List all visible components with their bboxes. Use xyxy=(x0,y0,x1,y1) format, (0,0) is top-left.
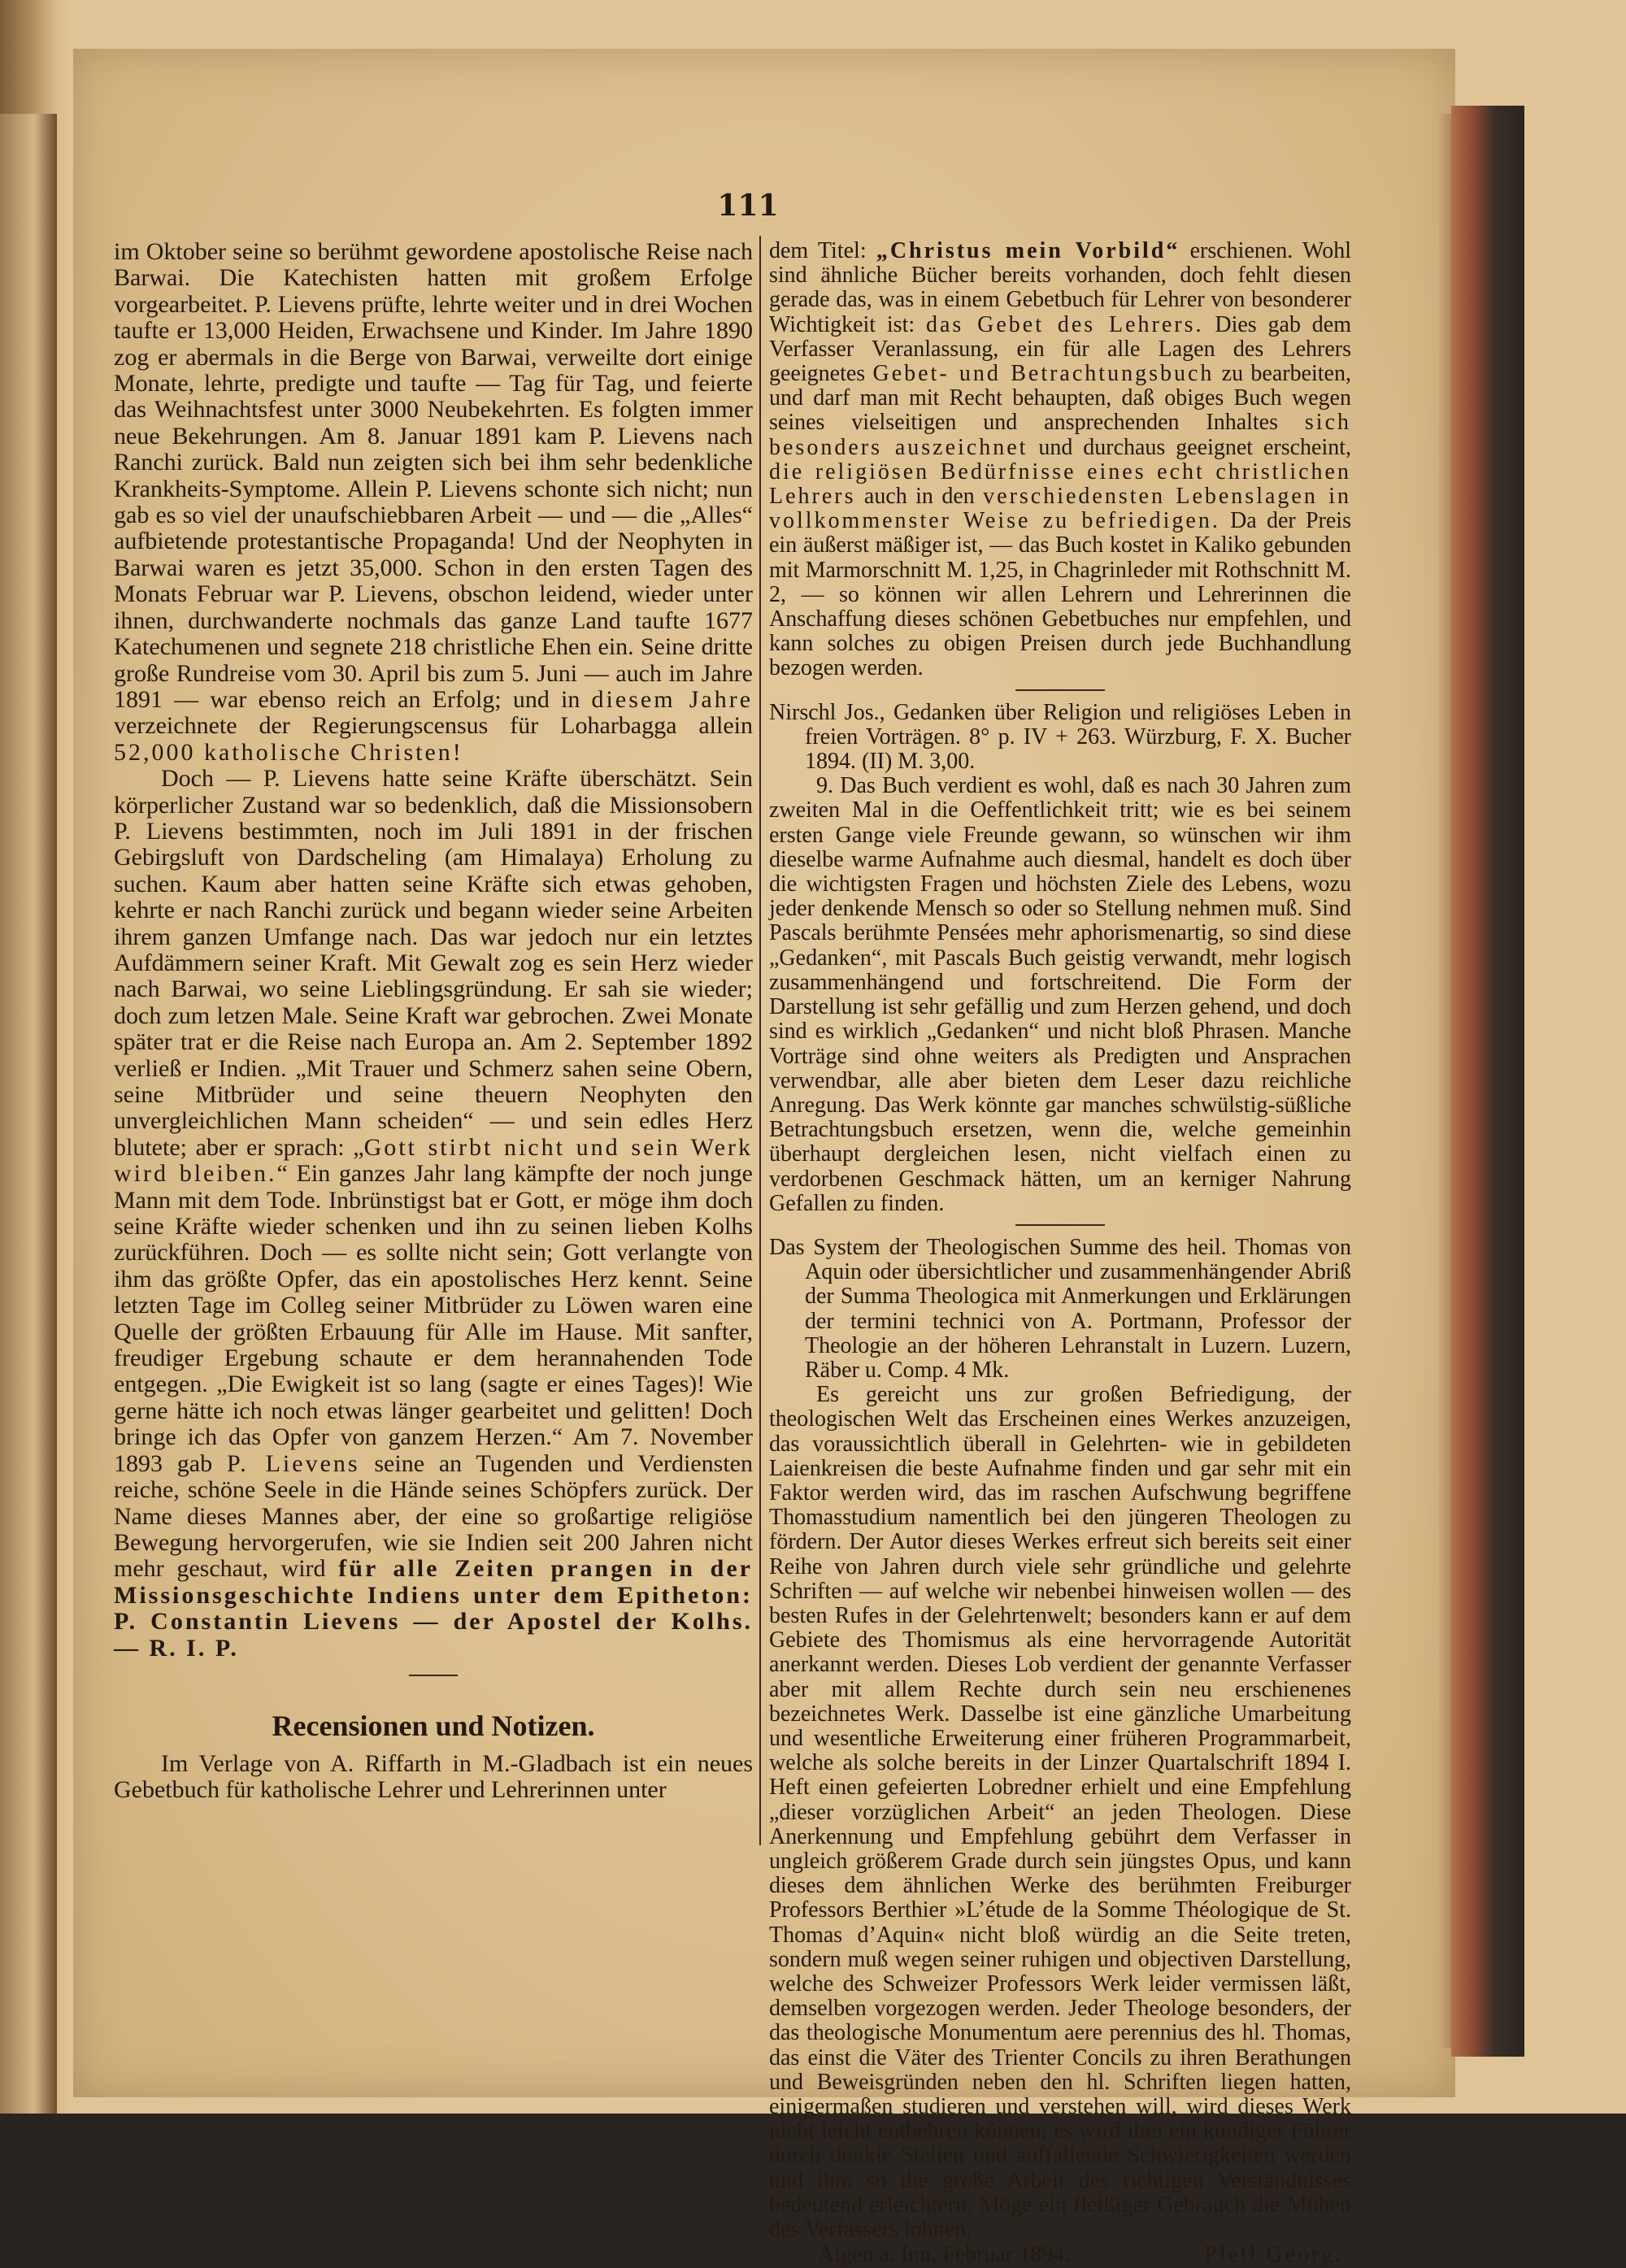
section-rule xyxy=(1015,1224,1105,1226)
article-paragraph-1: im Oktober seine so berühmt gewordene apostolische Reise nach Barwai. Die Katechisten hatten mit großem Erfolge vorgearbeitet. P. Lievens prüfte, lehrte weiter und in drei Wochen taufte er 13,000 Heiden, Erwachsene und Kinder. Im Jahre 1890 zog er abermals in die Berge von Barwai, verweilte dort einige Monate, lehrte, predigte und taufte — Tag für Tag, und feierte das Weihnachtsfest unter 3000 Neubekehrten. Es folgten immer neue Bekehrungen. Am 8. Januar 1891 kam P. Lievens nach Ranchi zurück. Bald nun zeigten sich bei ihm sehr bedenkliche Krankheits-Symptome. Allein P. Lievens schonte sich nicht; nun gab es so viel der unaufschiebbaren Arbeit — und — die „Alles“ aufbietende protestantische Propaganda! Und der Neophyten in Barwai waren es jetzt 35,000. Schon in den ersten Tagen des Monats Februar war P. Lievens, obschon leidend, wieder unter ihnen, durchwanderte nochmals das ganze Land taufte 1677 Katechumenen und segnete 218 christliche Ehen ein. Seine dritte große Rundreise vom 30. April bis zum 5. Juni — auch im Jahre 1891 — war ebenso reich an Erfolg; und in diesem Jahre verzeichnete der Regierungscensus für Loharbagga allein 52,000 katholische Christen! xyxy=(114,238,754,766)
emphasis-text: Gebet- und Betrachtungsbuch xyxy=(872,361,1215,387)
book-entry-nirschl: Nirschl Jos., Gedanken über Religion und religiöses Leben in freien Vorträgen. 8° p. IV + 263. Würzburg, F. X. Bucher 1894. (II) M. 3,00. xyxy=(769,699,1351,775)
right-column xyxy=(769,239,1351,2268)
book-cover-edge xyxy=(1451,106,1524,2057)
article-paragraph-3: Im Verlage von A. Riffarth in M.-Gladbach ist ein neues Gebetbuch für katholische Lehrer und Lehrerinnen unter xyxy=(114,1749,753,1804)
emphasis-text: das Gebet des Lehrers. xyxy=(925,311,1204,337)
signature-place-date: Aigen a. Inn, Februar 1894. xyxy=(818,2242,1071,2268)
emphasis-text: die religiösen Bedürfnisse eines echt christlichen Lehrers xyxy=(769,458,1351,510)
emphasis-text: P. Lievens xyxy=(226,1449,360,1477)
emphasis-text: verschiedensten Lebenslagen in vollkommenster Weise zu befriedigen. xyxy=(769,484,1352,534)
review-paragraph-1: dem Titel: „Christus mein Vorbild“ erschienen. Wohl sind ähnliche Bücher bereits vorhanden, doch fehlt diesen gerade das, was in einem Gebetbuch für Lehrer von besonderer Wichtigkeit ist: das Gebet des Lehrers. Dies gab dem Verfasser Veranlassung, ein für alle Lagen des Lehrers geeignetes Gebet- und Betrachtungsbuch zu bearbeiten, und darf man mit Recht behaupten, daß obiges Buch wegen seines vielseitigen und ansprechenden Inhaltes sich besonders auszeichnet und durchaus geeignet erscheint, die religiösen Bedürfnisse eines echt christlichen Lehrers auch in den verschiedensten Lebenslagen in vollkommenster Weise zu befriedigen. Da der Preis ein äußerst mäßiger ist, — das Buch kostet in Kaliko gebunden mit Marmorschnitt M. 1,25, in Chagrinleder mit Rothschnitt M. 2, — so können wir allen Lehrern und Lehrerinnen die Anschaffung dieses schönen Gebetbuches nur empfehlen, und kann solches zu obigen Preisen durch jede Buchhandlung bezogen werden. xyxy=(769,238,1352,681)
column-divider xyxy=(759,236,761,1845)
review-paragraph-2: 9. Das Buch verdient es wohl, daß es nach 30 Jahren zum zweiten Mal in die Oeffentlichkeit tritt; wie es bei seinem ersten Gange viele Freunde gewann, so wünschen wir ihm dieselbe warme Aufnahme auch diesmal, handelt es doch über die wichtigsten Fragen und höchsten Ziele des Lebens, wozu jeder denkende Mensch so oder so Stellung nehmen muß. Sind Pascals berühmte Pensées mehr aphorismenartig, so sind diese „Gedanken“, mit Pascals Buch geistig verwandt, mehr logisch zusammenhängend und fortschreitend. Die Form der Darstellung ist sehr gefällig und zum Herzen gehend, und doch sind es wirklich „Gedanken“ und nicht bloß Phrasen. Manche Vorträge sind ohne weiters als Predigten und Ansprachen verwendbar, alle aber bieten dem Leser dazu reichliche Anregung. Das Werk könnte gar manches schwülstig-süßliche Betrachtungsbuch ersetzen, wenn die, welche gemeinhin überhaupt dergleichen lesen, nicht vielfach einen zu verdorbenen Geschmack hätten, um an kerniger Nahrung Gefallen zu finden. xyxy=(769,773,1351,1216)
section-rule xyxy=(1015,689,1105,691)
emphasis-text: für alle Zeiten prangen in der Missionsgeschichte Indiens unter dem Epitheton: P. Constantin Lievens — der Apostel der Kolhs. — R. I. P. xyxy=(114,1555,753,1662)
page-number: 111 xyxy=(717,189,779,223)
emphasis-text: diesem Jahre xyxy=(591,685,754,713)
section-heading: Recensionen und Notizen. xyxy=(272,1709,595,1742)
section-rule xyxy=(409,1675,458,1676)
previous-page-edge xyxy=(0,114,57,2114)
book-entry-portmann: Das System der Theologischen Summe des heil. Thomas von Aquin oder übersichtlicher und zusammenhängender Abriß der Summa Theologica mit Anmerkungen und Erklärungen der termini technici von A. Portmann, Professor der Theologie an der höheren Lehranstalt in Luzern. Luzern, Räber u. Comp. 4 Mk. xyxy=(769,1234,1351,1383)
emphasis-text: Gott stirbt nicht und sein Werk wird bleiben. xyxy=(114,1133,754,1188)
book-title-text: „Christus mein Vorbild“ xyxy=(876,238,1180,263)
left-column xyxy=(114,239,753,1804)
review-signature xyxy=(769,2242,1351,2268)
emphasis-text: 52,000 katholische Christen! xyxy=(114,738,463,766)
review-paragraph-3: Es gereicht uns zur großen Befriedigung, der theologischen Welt das Erscheinen eines Werkes anzuzeigen, das voraussichtlich überall in Gelehrten- wie in gebildeten Laienkreisen die beste Aufnahme finden und gar sehr mit ein Faktor werden wird, das im raschen Aufschwung begriffene Thomasstudium namentlich bei den jüngeren Theologen zu fördern. Der Autor dieses Werkes erfreut sich bereits seit einer Reihe von Jahren durch viele sehr gründliche und gelehrte Schriften — auf welche wir nebenbei hinweisen wollen — des besten Rufes in der Gelehrtenwelt; besonders kann er auf dem Gebiete des Thomismus als eine hervorragende Autorität anerkannt werden. Dieses Lob verdient der genannte Verfasser aber mit allem Rechte durch sein neu erschienenes bezeichnetes Werk. Dasselbe ist eine gänzliche Umarbeitung und wesentliche Erweiterung einer früheren Programmarbeit, welche als solche bereits in der Linzer Quartalschrift 1894 I. Heft einen gefeierten Lobredner erhielt und eine Empfehlung „dieser vorzüglichen Arbeit“ an jeden Theologen. Diese Anerkennung und Empfehlung gebührt dem Verfasser in ungleich größerem Grade durch sein jüngstes Opus, und kann dieses dem ähnlichen Werke des berühmten Freiburger Professors Berthier »L’étude de la Somme Théologique de St. Thomas d’Aquin« nicht bloß würdig an die Seite treten, sondern muß wegen seiner ruhigen und objectiven Darstellung, welche des Schweizer Professors Werk leider vermissen läßt, demselben vorgezogen werden. Jeder Theologe besonders, der das theologische Monumentum aere perennius des hl. Thomas, das einst die Väter des Trienter Concils zu ihren Berathungen und Beweisgründen neben den hl. Schriften liegen hatten, einigermaßen studieren und verstehen will, wird dieses Werk nicht leicht entbehren können; es wird ihm ein kundiger Führer durch dunkle Stellen und auffallende Schwierigkeiten werden und ihm so die große Arbeit des richtigen Verständnisses bedeutend erleichtern. Möge ein fleißiger Gebrauch die Mühen des Verfassers lohnen. xyxy=(769,1382,1351,2243)
article-paragraph-2: Doch — P. Lievens hatte seine Kräfte überschätzt. Sein körperlicher Zustand war so bedenklich, daß die Missionsobern P. Lievens bestimmten, noch im Juli 1891 in der frischen Gebirgsluft von Dardscheling (am Himalaya) Erholung zu suchen. Kaum aber hatten seine Kräfte sich etwas gehoben, kehrte er nach Ranchi zurück und begann wieder seine Arbeiten ihrem ganzen Umfange nach. Das war jedoch nur ein letztes Aufdämmern seiner Kraft. Mit Gewalt zog es sein Herz wieder nach Barwai, wo seine Lieblingsgründung. Er sah sie wieder; doch zum letzen Male. Seine Kraft war gebrochen. Zwei Monate später trat er die Reise nach Europa an. Am 2. September 1892 verließ er Indien. „Mit Trauer und Schmerz sahen seine Obern, seine Mitbrüder und seine theuern Neophyten den unvergleichlichen Mann scheiden“ — und sein edles Herz blutete; aber er sprach: „Gott stirbt nicht und sein Werk wird bleiben.“ Ein ganzes Jahr lang kämpfte der noch junge Mann mit dem Tode. Inbrünstigst bat er Gott, er möge ihm doch seine Kräfte wieder schenken und ihn zu seinen lieben Kolhs zurückführen. Doch — es sollte nicht sein; Gott verlangte von ihm das größte Opfer, das ein apostolisches Herz kennt. Seine letzten Tage im Colleg seiner Mitbrüder zu Löwen waren eine Quelle der größten Erbauung für Alle im Hause. Mit sanfter, freudiger Ergebung schaute er dem herannahenden Tode entgegen. „Die Ewigkeit ist so lang (sagte er eines Tages)! Wie gerne hätte ich noch etwas länger gearbeitet und gelitten! Doch bringe ich das Opfer von ganzem Herzen.“ Am 7. November 1893 gab P. Lievens seine an Tugenden und Verdiensten reiche, schöne Seele in die Hände seines Schöpfers zurück. Der Name dieses Mannes aber, der eine so großartige religiöse Bewegung hervorgerufen, wie sie Indien seit 200 Jahren nicht mehr geschaut, wird für alle Zeiten prangen in der Missionsgeschichte Indiens unter dem Epitheton: P. Constantin Lievens — der Apostel der Kolhs. — R. I. P. xyxy=(114,765,754,1662)
emphasis-text: sich besonders auszeichnet xyxy=(769,410,1351,460)
signature-name: Pletl Georg. xyxy=(1204,2242,1343,2268)
